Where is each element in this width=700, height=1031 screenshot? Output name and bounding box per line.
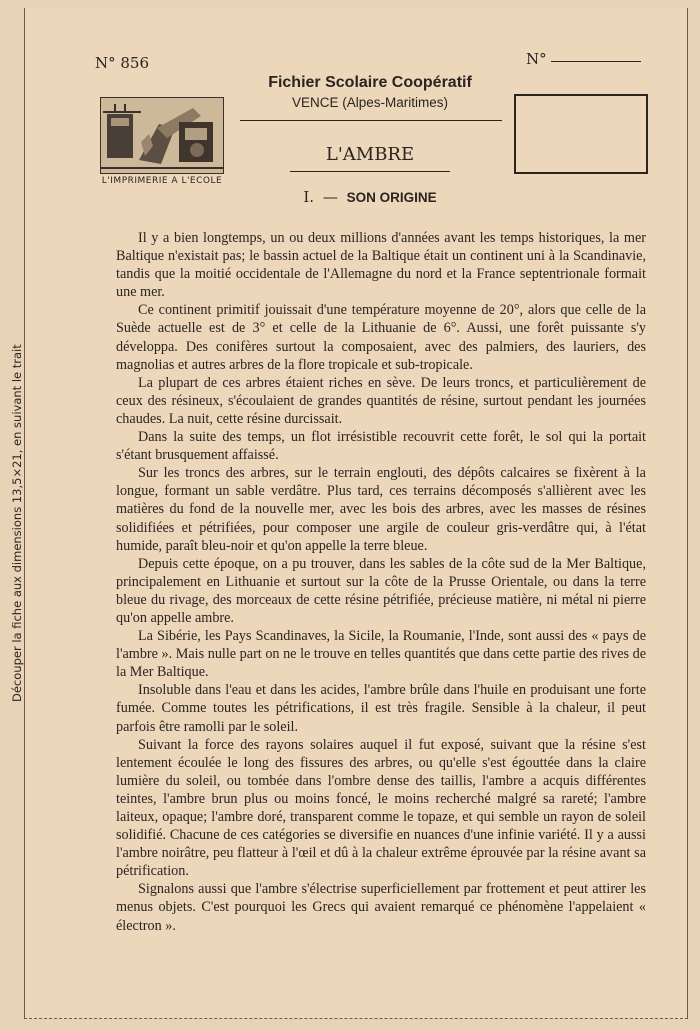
number-field-label: N° [526, 50, 547, 68]
document-body [116, 229, 646, 935]
header-divider [240, 120, 502, 121]
number-field [526, 50, 641, 68]
paragraph: Ce continent primitif jouissait d'une température moyenne de 20°, alors que celle de la Suède actuelle est de 3° et celle de la Lithuanie de 6°. Aussi, une forêt puissante s'y développa. Des conifères surtout la composaient, avec des palmiers, des lauriers, des magnolias et autres arbres de la flore tropicale et sub-tropicale. [116, 302, 646, 373]
stamp-box [514, 94, 648, 174]
paragraph: La plupart de ces arbres étaient riches en sève. De leurs troncs, et particulièrement de ceux des résineux, s'écoulaient de grandes quantités de résine, surtout pendant les journées chaudes. La nuit, cette résine durcissait. [116, 374, 646, 427]
cutting-instruction: Découper la fiche aux dimensions 13,5×21, en suivant le trait [10, 344, 24, 702]
section-label: SON ORIGINE [346, 190, 437, 205]
paragraph: Il y a bien longtemps, un ou deux millions d'années avant les temps historiques, la mer Baltique n'existait pas; le bassin actuel de la Baltique était un continent uni à la Scandinavie, tandis que la moitié occidentale de l'Allemagne du nord et la France septentrionale formait une mer. [116, 230, 646, 301]
card-number: N° 856 [95, 54, 150, 72]
section-number: I. [303, 188, 315, 206]
title-divider [290, 171, 450, 172]
paragraph: Suivant la force des rayons solaires auquel il fut exposé, suivant que la résine s'est lentement écoulée le long des fissures des arbres, ou qu'elle s'est égouttée dans la claire lumière du soleil, ou tombée dans l'ombre dense des taillis, l'ambre a acquis différentes teintes, l'ambre brun plus ou moins foncé, le moins recherché malgré sa rareté; l'ambre laiteux, opaque; l'ambre doré, transparent comme le topaze, et qui semble un rayon de soleil solidifié. Chacune de ces catégories se diversifie en nuances d'une infinie variété. Il y a aussi l'ambre noirâtre, peu flatteur à l'œil et dû à la chaleur extrême éprouvée par la résine avant sa pétrification. [116, 736, 646, 880]
publisher-location: VENCE (Alpes-Maritimes) [291, 95, 449, 110]
section-dash: — [322, 188, 338, 206]
paragraph: Sur les troncs des arbres, sur le terrain englouti, des dépôts calcaires se fixèrent à la longue, formant un sable verdâtre. Plus tard, ces terrains décomposés s'allièrent avec les matières du fond de la nouvelle mer, avec les bois des arbres, avec les masses de résines solidifiées et pétrifiées, pour composer une argile de couleur gris-verdâtre qui, à l'état humide, paraît bleu-noir et qu'on appelle la terre bleue. [116, 465, 646, 554]
section-heading [250, 188, 490, 206]
paragraph: Signalons aussi que l'ambre s'électrise superficiellement par frottement et peut attirer les menus objets. C'est pourquoi les Grecs qui avaient remarqué ce phénomène l'appelaient « électron ». [116, 881, 646, 934]
paragraph: La Sibérie, les Pays Scandinaves, la Sicile, la Roumanie, l'Inde, sont aussi des « pays de l'ambre ». Mais nulle part on ne le trouve en telles quantités que dans cette partie des rives de la Mer Baltique. [116, 628, 646, 681]
paragraph: Depuis cette époque, on a pu trouver, dans les sables de la côte sud de la Mer Baltique, principalement en Lithuanie et surtout sur la côte de la Prusse Orientale, ou dans la terre bleue du rivage, des morceaux de cette résine pétrifiée, précieuse matière, ni métal ni pierre qu'on appelle ambre. [116, 555, 646, 626]
number-field-line [551, 61, 641, 62]
paragraph: Insoluble dans l'eau et dans les acides, l'ambre brûle dans l'huile en produisant une forte fumée. Comme toutes les pétrifications, il est très fragile. Sensible à la chaleur, il peut parfois être ramolli par le soleil. [116, 682, 646, 735]
logo-caption: L'IMPRIMERIE A L'ECOLE [101, 176, 223, 186]
printing-press-logo-icon [101, 98, 223, 173]
publisher-title: Fichier Scolaire Coopératif [268, 74, 472, 91]
document-title: L'AMBRE [325, 144, 415, 165]
printing-press-logo-image [100, 97, 224, 174]
paragraph: Dans la suite des temps, un flot irrésistible recouvrit cette forêt, le sol qui la portait s'étant brusquement affaissé. [116, 429, 646, 464]
